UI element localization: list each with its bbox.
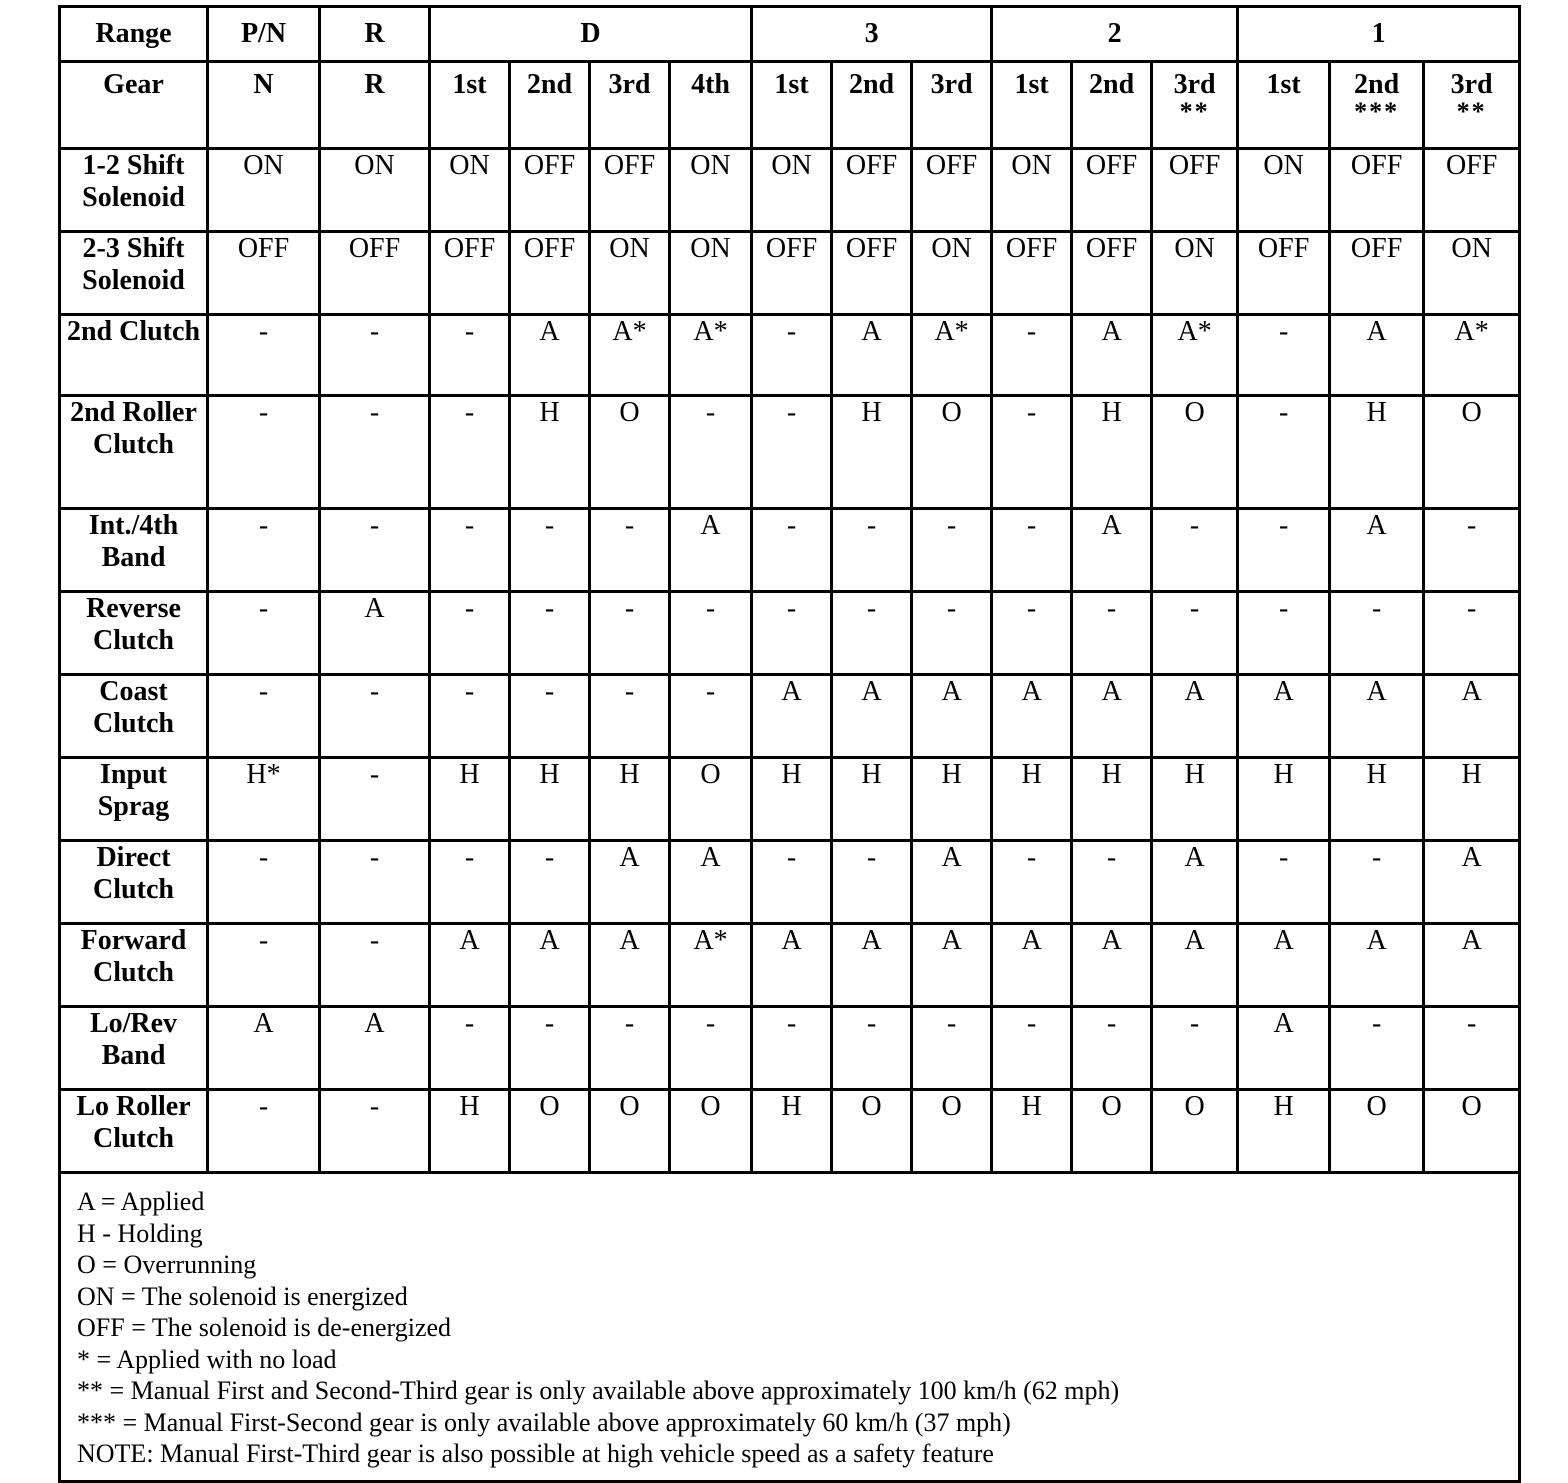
state-cell: A — [1424, 841, 1520, 924]
state-cell: A — [1330, 924, 1424, 1007]
state-cell: OFF — [752, 232, 832, 315]
state-cell: A — [1072, 675, 1152, 758]
state-cell: - — [430, 592, 510, 675]
state-cell: - — [1238, 509, 1330, 592]
state-cell: H — [752, 1090, 832, 1173]
gear-header-note: *** — [1354, 97, 1400, 126]
state-cell: OFF — [1152, 149, 1238, 232]
state-cell: OFF — [992, 232, 1072, 315]
state-cell: OFF — [430, 232, 510, 315]
gear-header-label: 1st — [452, 69, 487, 100]
state-cell: - — [430, 396, 510, 509]
state-cell: A — [1330, 675, 1424, 758]
state-cell: A — [992, 924, 1072, 1007]
state-cell: A — [752, 675, 832, 758]
state-cell: O — [1072, 1090, 1152, 1173]
component-label: Direct Clutch — [60, 841, 208, 924]
state-cell: - — [430, 841, 510, 924]
state-cell: H* — [208, 758, 320, 841]
state-cell: A — [1152, 924, 1238, 1007]
gear-header-label: 1st — [774, 69, 809, 100]
gear-header-cell — [1072, 62, 1152, 149]
range-1: 1 — [1238, 7, 1520, 62]
state-cell: ON — [1424, 232, 1520, 315]
state-cell: - — [1072, 592, 1152, 675]
state-cell: A — [1424, 924, 1520, 1007]
state-cell: - — [510, 1007, 590, 1090]
state-cell: - — [1152, 592, 1238, 675]
gear-header-cell — [1152, 62, 1238, 149]
state-cell: - — [320, 315, 430, 396]
clutch-application-chart — [58, 5, 1518, 1483]
state-cell: H — [832, 396, 912, 509]
state-cell: A* — [670, 315, 752, 396]
gear-header-cell — [912, 62, 992, 149]
range-r: R — [320, 7, 430, 62]
component-row — [60, 315, 1520, 396]
state-cell: - — [510, 675, 590, 758]
gear-header-label: 1st — [1014, 69, 1049, 100]
state-cell: H — [510, 758, 590, 841]
state-cell: - — [590, 1007, 670, 1090]
state-cell: A — [1152, 675, 1238, 758]
state-cell: - — [320, 675, 430, 758]
state-cell: - — [320, 758, 430, 841]
range-d: D — [430, 7, 752, 62]
gear-header-label: R — [364, 69, 385, 100]
state-cell: - — [590, 675, 670, 758]
state-cell: - — [752, 315, 832, 396]
state-cell: - — [670, 675, 752, 758]
state-cell: - — [430, 315, 510, 396]
state-cell: OFF — [510, 149, 590, 232]
state-cell: OFF — [1424, 149, 1520, 232]
state-cell: OFF — [832, 232, 912, 315]
state-cell: O — [590, 1090, 670, 1173]
state-cell: O — [1152, 396, 1238, 509]
state-cell: A — [912, 841, 992, 924]
state-cell: A — [1238, 675, 1330, 758]
gear-header-label: N — [253, 69, 274, 100]
gear-header-note: ** — [1456, 97, 1487, 126]
state-cell: - — [208, 841, 320, 924]
state-cell: - — [208, 509, 320, 592]
gear-header-cell — [510, 62, 590, 149]
gear-header-cell — [992, 62, 1072, 149]
state-cell: O — [1424, 1090, 1520, 1173]
component-label: Lo Roller Clutch — [60, 1090, 208, 1173]
state-cell: - — [752, 509, 832, 592]
state-cell: - — [510, 509, 590, 592]
state-cell: - — [992, 1007, 1072, 1090]
range-header-row — [60, 7, 1520, 62]
state-cell: - — [992, 315, 1072, 396]
state-cell: - — [752, 396, 832, 509]
state-cell: O — [590, 396, 670, 509]
state-cell: A — [670, 509, 752, 592]
state-cell: H — [912, 758, 992, 841]
legend-line: ** = Manual First and Second-Third gear is only available above approximately 100 km/h (62 mph) — [77, 1376, 1120, 1405]
gear-header-label: 4th — [691, 69, 730, 100]
state-cell: - — [1152, 509, 1238, 592]
state-cell: OFF — [1330, 149, 1424, 232]
gear-header-cell — [590, 62, 670, 149]
component-label: Input Sprag — [60, 758, 208, 841]
range-2: 2 — [992, 7, 1238, 62]
state-cell: - — [832, 841, 912, 924]
component-row — [60, 841, 1520, 924]
state-cell: - — [1152, 1007, 1238, 1090]
gear-header-note: ** — [1179, 97, 1210, 126]
state-cell: - — [992, 841, 1072, 924]
component-row — [60, 1090, 1520, 1173]
state-cell: - — [320, 509, 430, 592]
gear-header-cell — [752, 62, 832, 149]
legend-line: O = Overrunning — [77, 1250, 257, 1279]
state-cell: - — [1424, 592, 1520, 675]
state-cell: - — [752, 1007, 832, 1090]
state-cell: A — [752, 924, 832, 1007]
state-cell: O — [912, 396, 992, 509]
state-cell: ON — [320, 149, 430, 232]
gear-header-cell — [1424, 62, 1520, 149]
state-cell: A — [590, 841, 670, 924]
state-cell: - — [670, 396, 752, 509]
clutch-table — [58, 5, 1521, 1483]
state-cell: - — [832, 592, 912, 675]
state-cell: H — [1238, 758, 1330, 841]
state-cell: O — [1424, 396, 1520, 509]
component-row — [60, 675, 1520, 758]
range-3: 3 — [752, 7, 992, 62]
state-cell: A — [1238, 1007, 1330, 1090]
component-label: Forward Clutch — [60, 924, 208, 1007]
state-cell: O — [510, 1090, 590, 1173]
state-cell: - — [208, 315, 320, 396]
state-cell: A — [992, 675, 1072, 758]
state-cell: - — [1330, 841, 1424, 924]
gear-header-label: 2nd — [1089, 69, 1135, 100]
state-cell: - — [430, 509, 510, 592]
state-cell: OFF — [320, 232, 430, 315]
state-cell: OFF — [1072, 232, 1152, 315]
state-cell: - — [1238, 315, 1330, 396]
state-cell: - — [320, 1090, 430, 1173]
state-cell: A* — [912, 315, 992, 396]
component-label: 2-3 Shift Solenoid — [60, 232, 208, 315]
state-cell: OFF — [1330, 232, 1424, 315]
state-cell: ON — [590, 232, 670, 315]
legend-line: * = Applied with no load — [77, 1344, 337, 1374]
gear-header-cell — [832, 62, 912, 149]
state-cell: - — [320, 396, 430, 509]
state-cell: A — [208, 1007, 320, 1090]
state-cell: H — [1330, 396, 1424, 509]
state-cell: A — [430, 924, 510, 1007]
state-cell: ON — [912, 232, 992, 315]
state-cell: A — [1238, 924, 1330, 1007]
legend-row — [60, 1173, 1520, 1482]
state-cell: A* — [670, 924, 752, 1007]
state-cell: O — [670, 758, 752, 841]
component-row — [60, 396, 1520, 509]
state-cell: - — [1330, 592, 1424, 675]
state-cell: A* — [1424, 315, 1520, 396]
state-cell: OFF — [1238, 232, 1330, 315]
state-cell: - — [208, 396, 320, 509]
component-label: 2nd Clutch — [60, 315, 208, 396]
range-pn: P/N — [208, 7, 320, 62]
state-cell: - — [752, 841, 832, 924]
state-cell: H — [510, 396, 590, 509]
legend — [60, 1173, 1520, 1482]
state-cell: - — [590, 592, 670, 675]
state-cell: OFF — [912, 149, 992, 232]
state-cell: A — [912, 675, 992, 758]
gear-header-label: 2nd — [526, 69, 573, 100]
state-cell: A — [670, 841, 752, 924]
state-cell: H — [1152, 758, 1238, 841]
state-cell: A — [832, 315, 912, 396]
legend-line: H - Holding — [77, 1218, 203, 1248]
gear-header-row — [60, 62, 1520, 149]
state-cell: H — [430, 758, 510, 841]
gear-header-cell — [1238, 62, 1330, 149]
state-cell: - — [832, 509, 912, 592]
component-row — [60, 149, 1520, 232]
component-label: Reverse Clutch — [60, 592, 208, 675]
state-cell: - — [1424, 1007, 1520, 1090]
component-row — [60, 232, 1520, 315]
state-cell: A — [590, 924, 670, 1007]
legend-line: OFF = The solenoid is de-energized — [77, 1313, 452, 1342]
component-row — [60, 509, 1520, 592]
state-cell: ON — [208, 149, 320, 232]
state-cell: A — [510, 315, 590, 396]
state-cell: - — [1424, 509, 1520, 592]
state-cell: A — [1072, 509, 1152, 592]
state-cell: - — [912, 509, 992, 592]
component-row — [60, 1007, 1520, 1090]
state-cell: - — [208, 592, 320, 675]
gear-header-label: 3rd — [1450, 69, 1493, 100]
state-cell: - — [752, 592, 832, 675]
state-cell: - — [208, 675, 320, 758]
gear-header-label: 3rd — [1173, 69, 1216, 100]
state-cell: OFF — [590, 149, 670, 232]
state-cell: O — [1152, 1090, 1238, 1173]
gear-label: Gear — [60, 62, 208, 149]
state-cell: A — [510, 924, 590, 1007]
state-cell: ON — [752, 149, 832, 232]
state-cell: - — [992, 592, 1072, 675]
state-cell: - — [832, 1007, 912, 1090]
gear-header-label: 1st — [1266, 69, 1301, 100]
state-cell: ON — [670, 149, 752, 232]
state-cell: A — [1424, 675, 1520, 758]
state-cell: H — [1238, 1090, 1330, 1173]
state-cell: OFF — [1072, 149, 1152, 232]
state-cell: - — [320, 841, 430, 924]
gear-header-cell — [208, 62, 320, 149]
state-cell: ON — [1238, 149, 1330, 232]
state-cell: - — [992, 509, 1072, 592]
state-cell: - — [1238, 841, 1330, 924]
state-cell: - — [912, 592, 992, 675]
gear-header-cell — [320, 62, 430, 149]
state-cell: - — [320, 924, 430, 1007]
state-cell: OFF — [832, 149, 912, 232]
state-cell: OFF — [208, 232, 320, 315]
state-cell: A — [1152, 841, 1238, 924]
component-label: Int./4th Band — [60, 509, 208, 592]
state-cell: - — [510, 592, 590, 675]
gear-header-cell — [430, 62, 510, 149]
state-cell: A — [320, 1007, 430, 1090]
state-cell: H — [992, 1090, 1072, 1173]
state-cell: O — [912, 1090, 992, 1173]
state-cell: ON — [430, 149, 510, 232]
legend-line: NOTE: Manual First-Third gear is also possible at high vehicle speed as a safety feature — [77, 1439, 994, 1468]
state-cell: - — [510, 841, 590, 924]
state-cell: ON — [992, 149, 1072, 232]
state-cell: H — [1072, 758, 1152, 841]
gear-header-label: 2nd — [1354, 69, 1400, 100]
state-cell: H — [1424, 758, 1520, 841]
component-label: Coast Clutch — [60, 675, 208, 758]
gear-header-cell — [1330, 62, 1424, 149]
legend-line: ON = The solenoid is energized — [77, 1281, 408, 1311]
state-cell: A — [832, 675, 912, 758]
state-cell: - — [670, 592, 752, 675]
component-label: Lo/Rev Band — [60, 1007, 208, 1090]
range-label: Range — [60, 7, 208, 62]
state-cell: - — [208, 924, 320, 1007]
legend-line: A = Applied — [77, 1187, 205, 1216]
state-cell: - — [430, 675, 510, 758]
state-cell: - — [208, 1090, 320, 1173]
state-cell: O — [1330, 1090, 1424, 1173]
state-cell: A — [832, 924, 912, 1007]
state-cell: H — [590, 758, 670, 841]
state-cell: - — [912, 1007, 992, 1090]
state-cell: OFF — [510, 232, 590, 315]
state-cell: ON — [670, 232, 752, 315]
state-cell: - — [430, 1007, 510, 1090]
state-cell: A — [1072, 924, 1152, 1007]
state-cell: A — [912, 924, 992, 1007]
state-cell: O — [832, 1090, 912, 1173]
state-cell: A — [1330, 509, 1424, 592]
state-cell: - — [1330, 1007, 1424, 1090]
state-cell: H — [1330, 758, 1424, 841]
gear-header-cell — [670, 62, 752, 149]
gear-header-label: 3rd — [930, 69, 973, 100]
component-row — [60, 924, 1520, 1007]
legend-line: *** = Manual First-Second gear is only available above approximately 60 km/h (37 mph) — [77, 1407, 1011, 1437]
state-cell: - — [992, 396, 1072, 509]
state-cell: ON — [1152, 232, 1238, 315]
state-cell: A* — [590, 315, 670, 396]
state-cell: - — [1072, 841, 1152, 924]
state-cell: H — [1072, 396, 1152, 509]
state-cell: - — [1072, 1007, 1152, 1090]
state-cell: H — [430, 1090, 510, 1173]
state-cell: A — [1072, 315, 1152, 396]
component-label: 2nd Roller Clutch — [60, 396, 208, 509]
state-cell: O — [670, 1090, 752, 1173]
component-row — [60, 758, 1520, 841]
state-cell: H — [992, 758, 1072, 841]
state-cell: A* — [1152, 315, 1238, 396]
component-label: 1-2 Shift Solenoid — [60, 149, 208, 232]
state-cell: - — [1238, 592, 1330, 675]
state-cell: A — [1330, 315, 1424, 396]
state-cell: - — [670, 1007, 752, 1090]
gear-header-label: 2nd — [848, 69, 895, 100]
component-row — [60, 592, 1520, 675]
state-cell: - — [590, 509, 670, 592]
state-cell: H — [752, 758, 832, 841]
gear-header-label: 3rd — [608, 69, 651, 100]
state-cell: H — [832, 758, 912, 841]
state-cell: A — [320, 592, 430, 675]
state-cell: - — [1238, 396, 1330, 509]
